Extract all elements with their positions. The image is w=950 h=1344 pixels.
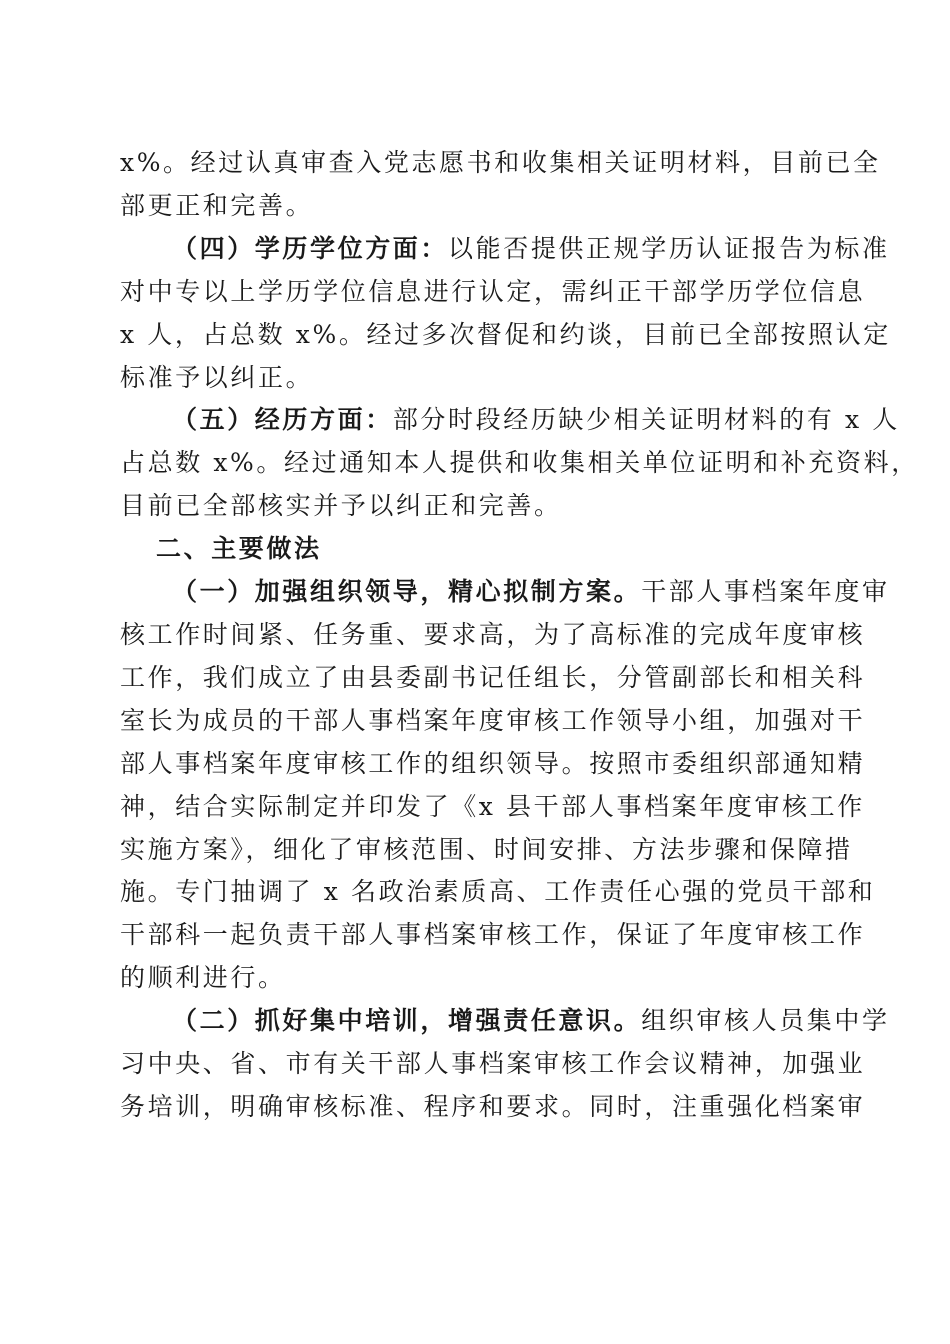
text-line: 实施方案》，细化了审核范围、时间安排、方法步骤和保障措 [120, 834, 853, 864]
text-line: 务培训，明确审核标准、程序和要求。同时，注重强化档案审 [120, 1091, 866, 1121]
text-line: x%。经过认真审查入党志愿书和收集相关证明材料，目前已全 [120, 148, 881, 177]
text-line: 神，结合实际制定并印发了《x 县干部人事档案年度审核工作 [120, 791, 865, 821]
document-body [120, 142, 919, 1129]
paragraph-lead: （二）抓好集中培训，增强责任意识。 [172, 1006, 642, 1036]
text-line: 室长为成员的干部人事档案年度审核工作领导小组，加强对干 [120, 705, 866, 735]
text-line [120, 1000, 890, 1043]
text-line: x 人，占总数 x%。经过多次督促和约谈，目前已全部按照认定 [120, 319, 891, 349]
text-line: 部更正和完善。 [120, 190, 314, 220]
paragraph-lead: （四）学历学位方面： [172, 233, 449, 263]
text-line: 干部科一起负责干部人事档案审核工作，保证了年度审核工作 [120, 920, 866, 950]
text-line: 部人事档案年度审核工作的组织领导。按照市委组织部通知精 [120, 748, 866, 778]
text-fragment: 部分时段经历缺少相关证明材料的有 x 人 [392, 405, 900, 435]
text-fragment: 干部人事档案年度审 [641, 577, 890, 607]
paragraph-lead: （五）经历方面： [172, 405, 393, 435]
paragraph-experience [120, 399, 919, 528]
text-line: 目前已全部核实并予以纠正和完善。 [120, 491, 562, 521]
text-fragment: 组织审核人员集中学 [641, 1006, 890, 1036]
text-line: 占总数 x%。经过通知本人提供和收集相关单位证明和补充资料， [120, 448, 919, 478]
paragraph-training [120, 1000, 890, 1129]
text-line [120, 228, 890, 271]
text-line: 施。专门抽调了 x 名政治素质高、工作责任心强的党员干部和 [120, 877, 876, 907]
paragraph-degree [120, 228, 891, 400]
paragraph-continuation [120, 142, 881, 228]
text-line [120, 571, 890, 614]
section-heading [120, 528, 832, 571]
text-line: 核工作时间紧、任务重、要求高，为了高标准的完成年度审核 [120, 619, 866, 649]
text-line: 对中专以上学历学位信息进行认定，需纠正干部学历学位信息 [120, 276, 866, 306]
section-heading-text: 二、主要做法 [156, 534, 322, 564]
text-line: 习中央、省、市有关干部人事档案审核工作会议精神，加强业 [120, 1049, 866, 1079]
text-line: 标准予以纠正。 [120, 362, 314, 392]
text-line: 工作，我们成立了由县委副书记任组长，分管副部长和相关科 [120, 662, 866, 692]
paragraph-organization [120, 571, 890, 1000]
text-fragment: 以能否提供正规学历认证报告为标准 [448, 233, 890, 263]
text-line: 的顺利进行。 [120, 963, 286, 993]
paragraph-lead: （一）加强组织领导，精心拟制方案。 [172, 577, 642, 607]
text-line [120, 399, 900, 442]
